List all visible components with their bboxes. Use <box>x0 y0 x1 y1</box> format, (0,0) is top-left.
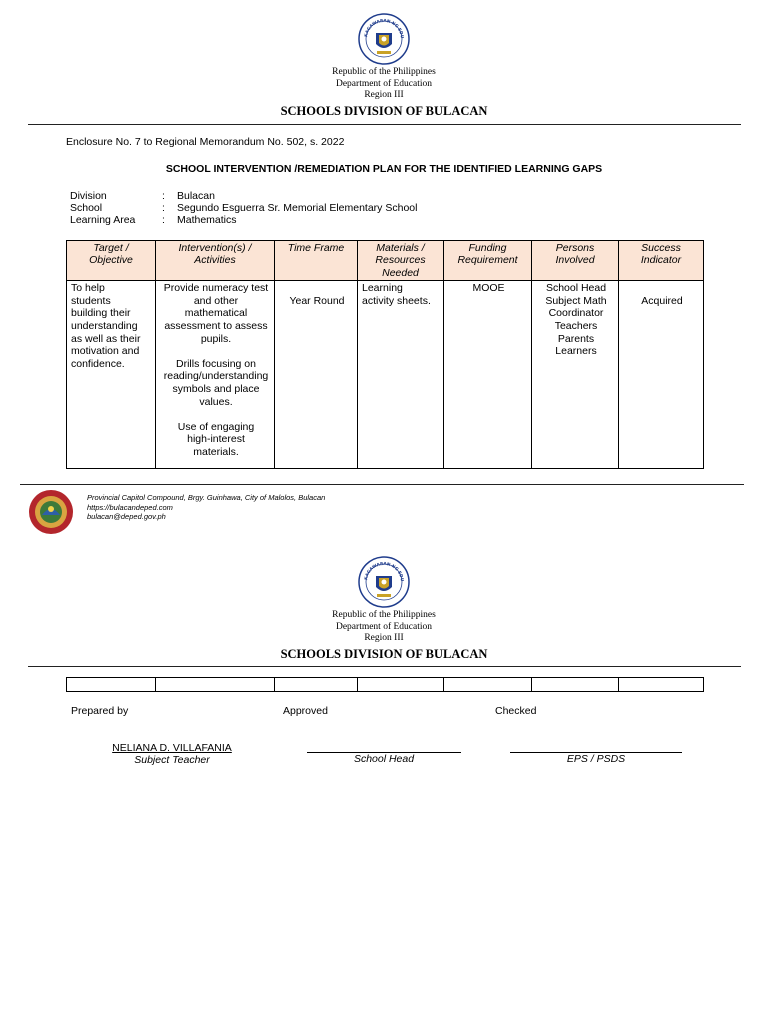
department-name: Department of Education <box>335 621 433 632</box>
header-materials: Materials / Resources Needed <box>358 241 444 281</box>
region-name: Region III <box>364 90 404 100</box>
division-name: SCHOOLS DIVISION OF BULACAN <box>280 103 488 118</box>
info-value: Bulacan <box>177 190 215 202</box>
info-row-school <box>70 202 417 214</box>
cell-time-frame: Year Round <box>275 281 358 469</box>
info-label: School <box>70 202 103 214</box>
footer-divider <box>20 484 744 485</box>
country-name: Republic of the Philippines <box>332 610 436 620</box>
info-label: Division <box>70 190 107 202</box>
header-interventions: Intervention(s) / Activities <box>156 241 275 281</box>
header-divider <box>28 124 741 125</box>
info-row-learning-area <box>70 214 417 226</box>
prepared-name: NELIANA D. VILLAFANIA <box>112 742 232 754</box>
info-block <box>70 190 417 226</box>
country-name: Republic of the Philippines <box>332 67 436 77</box>
info-colon: : <box>162 214 165 226</box>
header-time-frame: Time Frame <box>275 241 358 281</box>
footer-address: Provincial Capitol Compound, Brgy. Guinhawa, City of Malolos, Bulacan <box>87 493 326 502</box>
info-label: Learning Area <box>70 214 136 226</box>
header-divider <box>28 666 741 667</box>
empty-cell <box>619 678 704 692</box>
approved-role: School Head <box>353 753 415 765</box>
info-colon: : <box>162 202 165 214</box>
svg-text:KAGAWARAN NG EDUKASYON: KAGAWARAN NG EDU <box>363 17 406 39</box>
prepared-by-label: Prepared by <box>71 705 129 717</box>
continued-table <box>66 677 704 692</box>
info-colon: : <box>162 190 165 202</box>
document-title: SCHOOL INTERVENTION /REMEDIATION PLAN FOR THE IDENTIFIED LEARNING GAPS <box>165 163 603 175</box>
cell-persons: School Head Subject Math Coordinator Teachers Parents Learners <box>532 281 619 469</box>
svg-text:KAGAWARAN NG EDUKASYON: KAGAWARAN NG EDU <box>363 560 406 582</box>
empty-cell <box>275 678 358 692</box>
intervention-plan-table <box>66 240 704 469</box>
footer-website-link[interactable]: https://bulacandeped.com <box>87 502 173 512</box>
table-row <box>67 678 704 692</box>
table-row <box>67 281 704 469</box>
department-name: Department of Education <box>335 78 433 89</box>
letterhead <box>0 610 768 662</box>
empty-cell <box>358 678 444 692</box>
deped-seal-icon <box>358 556 410 608</box>
signature-line <box>510 742 682 753</box>
cell-interventions: Provide numeracy test and other mathematical assessment to assess pupils. Drills focusing on reading/understanding symbols and place values. Use of engaging high-interest materials. <box>156 281 275 469</box>
prepared-signature <box>104 742 240 766</box>
cell-success: Acquired <box>619 281 704 469</box>
footer-contact <box>87 493 325 522</box>
deped-seal-icon <box>358 13 410 65</box>
approved-signature <box>307 742 461 765</box>
empty-cell <box>67 678 156 692</box>
info-value: Segundo Esguerra Sr. Memorial Elementary School <box>177 202 418 214</box>
header-success: Success Indicator <box>619 241 704 281</box>
checked-role: EPS / PSDS <box>566 753 626 765</box>
empty-cell <box>532 678 619 692</box>
info-value: Mathematics <box>177 214 237 226</box>
division-name: SCHOOLS DIVISION OF BULACAN <box>280 646 488 661</box>
region-name: Region III <box>364 633 404 643</box>
approved-label: Approved <box>283 705 328 717</box>
cell-materials: Learning activity sheets. <box>358 281 444 469</box>
signature-line <box>307 742 461 753</box>
bulacan-seal-icon <box>28 489 74 535</box>
info-row-division <box>70 190 417 202</box>
prepared-role: Subject Teacher <box>134 754 210 766</box>
cell-funding: MOOE <box>444 281 532 469</box>
enclosure-note: Enclosure No. 7 to Regional Memorandum No. 502, s. 2022 <box>66 136 345 148</box>
header-persons: Persons Involved <box>532 241 619 281</box>
table-header-row <box>67 241 704 281</box>
empty-cell <box>444 678 532 692</box>
letterhead <box>0 67 768 119</box>
footer-email-link[interactable]: bulacan@deped.gov.ph <box>87 512 166 521</box>
header-funding: Funding Requirement <box>444 241 532 281</box>
checked-signature <box>510 742 682 765</box>
empty-cell <box>156 678 275 692</box>
cell-target: To help students building their understanding as well as their motivation and confidence. <box>67 281 156 469</box>
header-target: Target / Objective <box>67 241 156 281</box>
checked-label: Checked <box>495 705 537 717</box>
